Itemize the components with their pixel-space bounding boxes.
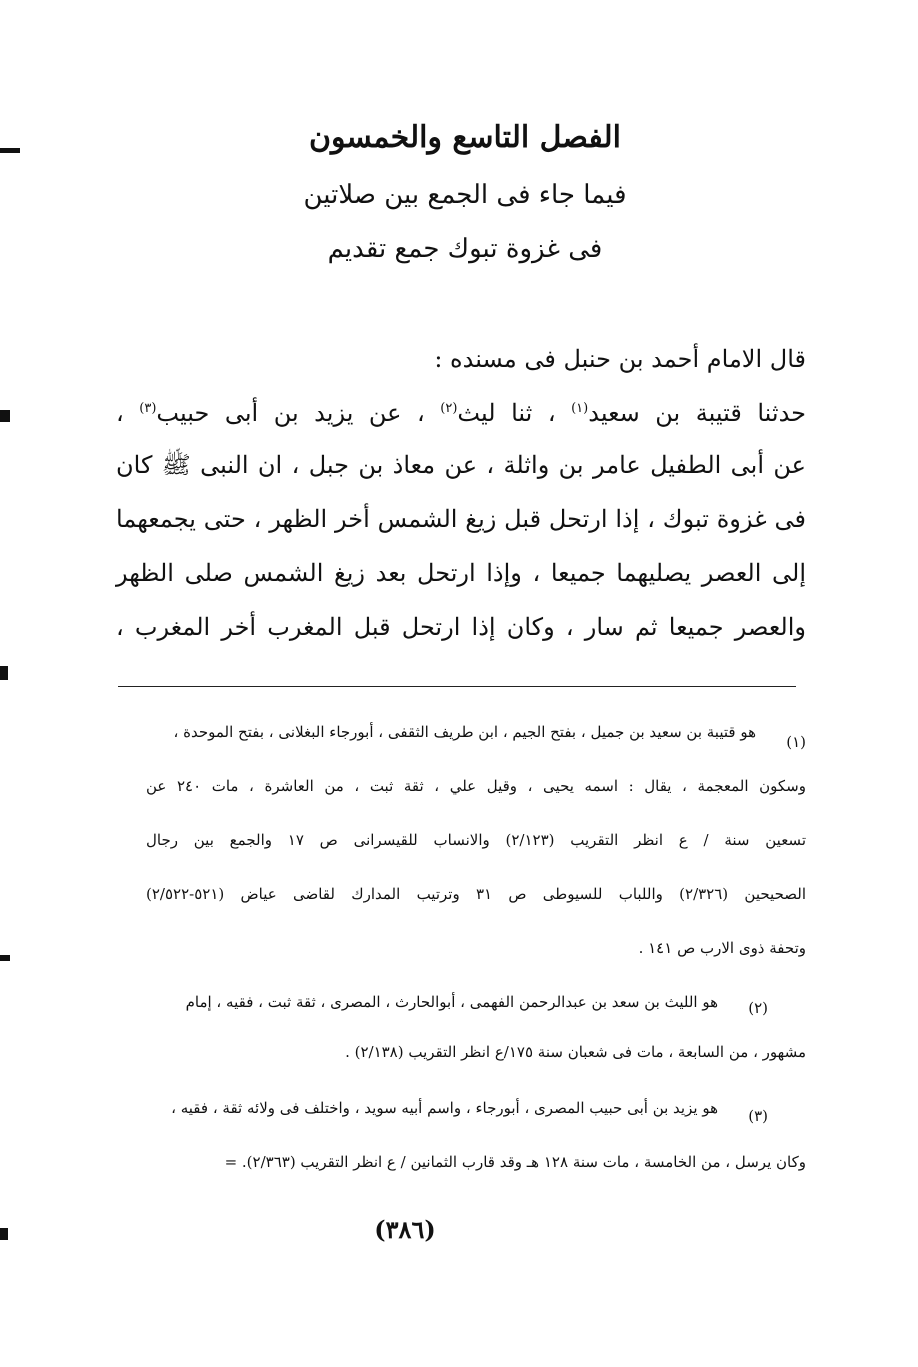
body-text: ، ثنا ليث (457, 399, 572, 427)
footnote-1-line-4: الصحيحين (٢/٣٢٦) واللباب للسيوطى ص ٣١ وترتيب المدارك لقاضى عياض (٥٢١-٢/٥٢٢) (146, 885, 807, 903)
footnote-3-line-2: وكان يرسل ، من الخامسة ، مات سنة ١٢٨ هـ وقد قارب الثمانين / ع انظر التقريب (٢/٣٦٣). = (224, 1153, 806, 1171)
scan-mark (0, 666, 8, 680)
footnote-3-line-1: هو يزيد بن أبى حبيب المصرى ، أبورجاء ، واسم أبيه سويد ، واختلف فى ولائه ثقة ، فقيه ، (171, 1099, 718, 1117)
footnote-ref-3[interactable]: (٣) (139, 401, 157, 416)
scan-mark (0, 410, 10, 422)
body-text: ، (116, 399, 140, 427)
footnote-1-line-1: هو قتيبة بن سعيد بن جميل ، بفتح الجيم ، ابن طريف الثقفى ، أبورجاء البغلانى ، بفتح الموحدة ، (173, 723, 756, 741)
chapter-title: الفصل التاسع والخمسون (308, 120, 621, 155)
scan-mark (0, 1228, 8, 1240)
body-line-3: عن أبى الطفيل عامر بن واثلة ، عن معاذ بن جبل ، ان النبى ﷺ كان (116, 451, 806, 479)
chapter-subtitle-line2: فى غزوة تبوك جمع تقديم (327, 234, 603, 264)
body-text: حدثنا قتيبة بن سعيد (588, 399, 807, 427)
footnote-ref-2[interactable]: (٢) (440, 401, 458, 416)
footnote-1-line-2: وسكون المعجمة ، يقال : اسمه يحيى ، وقيل علي ، ثقة ثبت ، من العاشرة ، مات ٢٤٠ عن (146, 777, 806, 795)
footnote-number-3: (٣) (748, 1107, 768, 1125)
page-number: (٣٨٦) (374, 1215, 436, 1244)
chapter-subtitle-line1: فيما جاء فى الجمع بين صلاتين (303, 180, 627, 210)
footnote-1-line-5: وتحفة ذوى الارب ص ١٤١ . (638, 939, 806, 957)
body-line-4: فى غزوة تبوك ، إذا ارتحل قبل زيغ الشمس أخر الظهر ، حتى يجمعهما (116, 505, 806, 533)
footnote-2-line-1: هو الليث بن سعد بن عبدالرحمن الفهمى ، أبوالحارث ، المصرى ، ثقة ثبت ، فقيه ، إمام (185, 993, 718, 1011)
scan-mark (0, 955, 10, 961)
body-line-5: إلى العصر يصليهما جميعا ، وإذا ارتحل بعد زيغ الشمس صلى الظهر (116, 559, 806, 587)
footnote-number-2: (٢) (748, 999, 768, 1017)
scan-mark (0, 148, 20, 153)
footnote-2-line-2: مشهور ، من السابعة ، مات فى شعبان سنة ١٧٥/ع انظر التقريب (٢/١٣٨) . (345, 1043, 806, 1061)
body-line-6: والعصر جميعا ثم سار ، وكان إذا ارتحل قبل المغرب أخر المغرب ، (116, 613, 806, 641)
footnote-separator (118, 686, 796, 687)
body-line-2 (116, 396, 806, 430)
footnote-ref-1[interactable]: (١) (571, 401, 589, 416)
body-text: ، عن يزيد بن أبى حبيب (156, 399, 441, 427)
body-intro-line: قال الامام أحمد بن حنبل فى مسنده : (434, 345, 806, 373)
footnote-number-1: (١) (786, 733, 806, 751)
footnote-1-line-3: تسعين سنة / ع انظر التقريب (٢/١٢٣) والانساب للقيسرانى ص ١٧ والجمع بين رجال (146, 831, 806, 849)
